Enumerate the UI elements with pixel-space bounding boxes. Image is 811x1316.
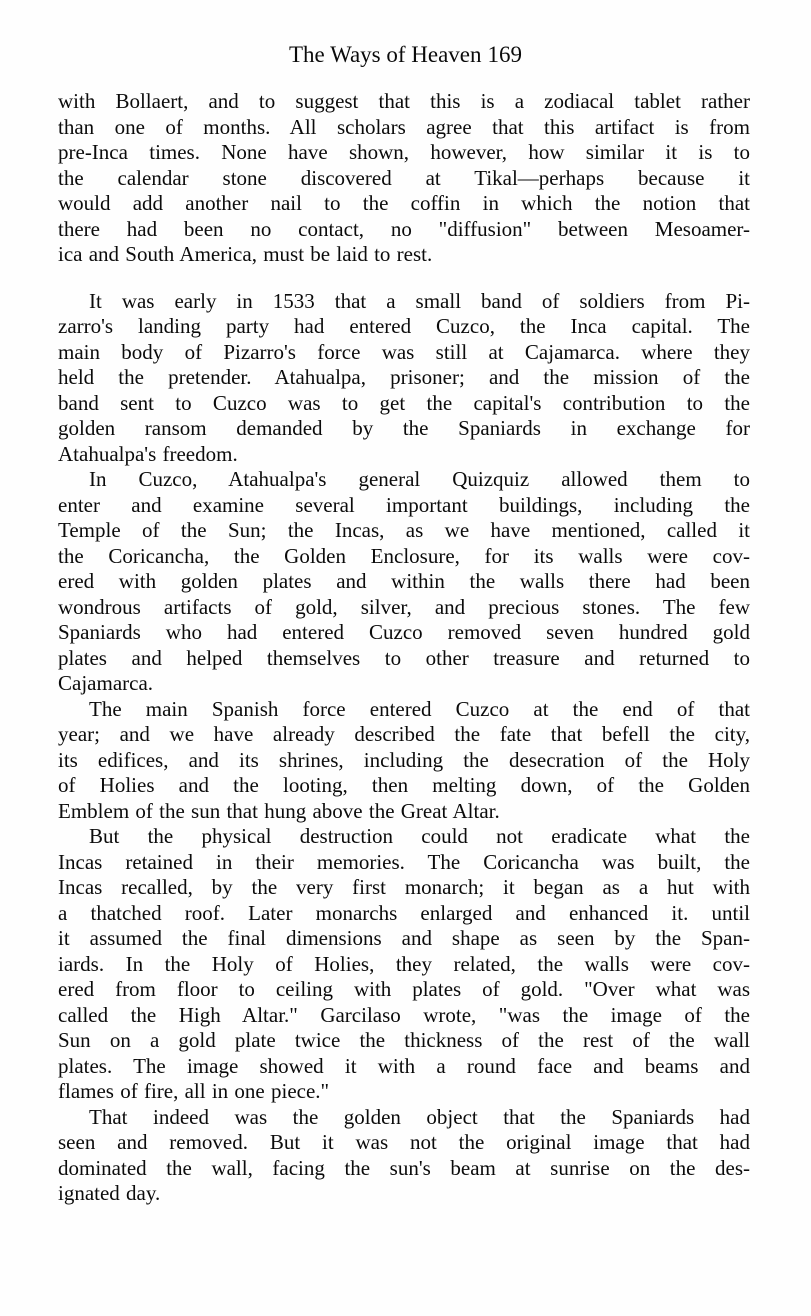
text-line: seen and removed. But it was not the original image that had bbox=[58, 1130, 750, 1154]
text-line: its edifices, and its shrines, including the desecration of the Holy bbox=[58, 747, 750, 772]
text-line: It was early in 1533 that a small band of soldiers from Pi- bbox=[89, 288, 750, 313]
text-line: than one of months. All scholars agree that this artifact is from bbox=[58, 114, 750, 139]
text-line: dominated the wall, facing the sun's beam at sunrise on the des- bbox=[58, 1155, 750, 1180]
paragraph bbox=[58, 289, 750, 468]
text-line: pre-Inca times. None have shown, however, how similar it is to bbox=[58, 140, 750, 164]
text-line: Spaniards who had entered Cuzco removed seven hundred gold bbox=[58, 620, 750, 644]
text-line: Sun on a gold plate twice the thickness of the rest of the wall bbox=[58, 1028, 750, 1052]
text-line: Incas retained in their memories. The Coricancha was built, the bbox=[58, 849, 750, 874]
text-line: wondrous artifacts of gold, silver, and precious stones. The few bbox=[58, 594, 750, 619]
text-line: Cajamarca. bbox=[58, 671, 154, 695]
text-line: The main Spanish force entered Cuzco at the end of that bbox=[89, 696, 750, 721]
text-line: iards. In the Holy of Holies, they related, the walls were cov- bbox=[58, 951, 750, 976]
text-line: flames of fire, all in one piece." bbox=[58, 1079, 330, 1103]
text-line: a thatched roof. Later monarchs enlarged and enhanced it. until bbox=[58, 900, 750, 925]
text-line: enter and examine several important buildings, including the bbox=[58, 492, 750, 517]
text-line: ica and South America, must be laid to rest. bbox=[58, 242, 433, 266]
text-line: ered with golden plates and within the walls there had been bbox=[58, 569, 750, 593]
paragraph bbox=[58, 467, 750, 697]
text-line: ignated day. bbox=[58, 1181, 161, 1205]
text-line: with Bollaert, and to suggest that this is a zodiacal tablet rather bbox=[58, 89, 750, 113]
text-line: main body of Pizarro's force was still at Cajamarca. where they bbox=[58, 339, 750, 364]
text-line: would add another nail to the coffin in which the notion that bbox=[58, 191, 750, 215]
text-line: band sent to Cuzco was to get the capital's contribution to the bbox=[58, 390, 750, 415]
paragraph bbox=[58, 697, 750, 825]
text-line: called the High Altar." Garcilaso wrote, "was the image of the bbox=[58, 1002, 750, 1027]
text-line: Temple of the Sun; the Incas, as we have mentioned, called it bbox=[58, 518, 750, 542]
paragraph bbox=[58, 89, 750, 268]
text-line: plates. The image showed it with a round face and beams and bbox=[58, 1053, 750, 1078]
text-line: held the pretender. Atahualpa, prisoner; and the mission of the bbox=[58, 365, 750, 389]
text-line: the Coricancha, the Golden Enclosure, for its walls were cov- bbox=[58, 543, 750, 568]
text-line: year; and we have already described the fate that befell the city, bbox=[58, 722, 750, 746]
paragraph bbox=[58, 824, 750, 1105]
text-line: That indeed was the golden object that the Spaniards had bbox=[89, 1104, 750, 1129]
text-line: there had been no contact, no "diffusion" between Mesoamer- bbox=[58, 216, 750, 241]
text-line: Atahualpa's freedom. bbox=[58, 441, 238, 466]
text-line: golden ransom demanded by the Spaniards in exchange for bbox=[58, 416, 750, 440]
text-line: zarro's landing party had entered Cuzco, the Inca capital. The bbox=[58, 314, 750, 338]
text-line: Incas recalled, by the very first monarch; it began as a hut with bbox=[58, 875, 750, 899]
text-line: Emblem of the sun that hung above the Great Altar. bbox=[58, 798, 500, 823]
page-number: 169 bbox=[487, 42, 522, 67]
text-line: ered from floor to ceiling with plates of gold. "Over what was bbox=[58, 977, 750, 1001]
paragraph bbox=[58, 1105, 750, 1207]
text-line: it assumed the final dimensions and shape as seen by the Span- bbox=[58, 926, 750, 950]
text-line: In Cuzco, Atahualpa's general Quizquiz allowed them to bbox=[89, 467, 750, 491]
running-header bbox=[0, 42, 811, 68]
text-line: of Holies and the looting, then melting down, of the Golden bbox=[58, 773, 750, 797]
text-line: the calendar stone discovered at Tikal—perhaps because it bbox=[58, 165, 750, 190]
text-line: But the physical destruction could not eradicate what the bbox=[89, 824, 750, 848]
book-title: The Ways of Heaven bbox=[288, 42, 482, 67]
page-body bbox=[58, 89, 750, 1207]
text-line: plates and helped themselves to other treasure and returned to bbox=[58, 645, 750, 670]
